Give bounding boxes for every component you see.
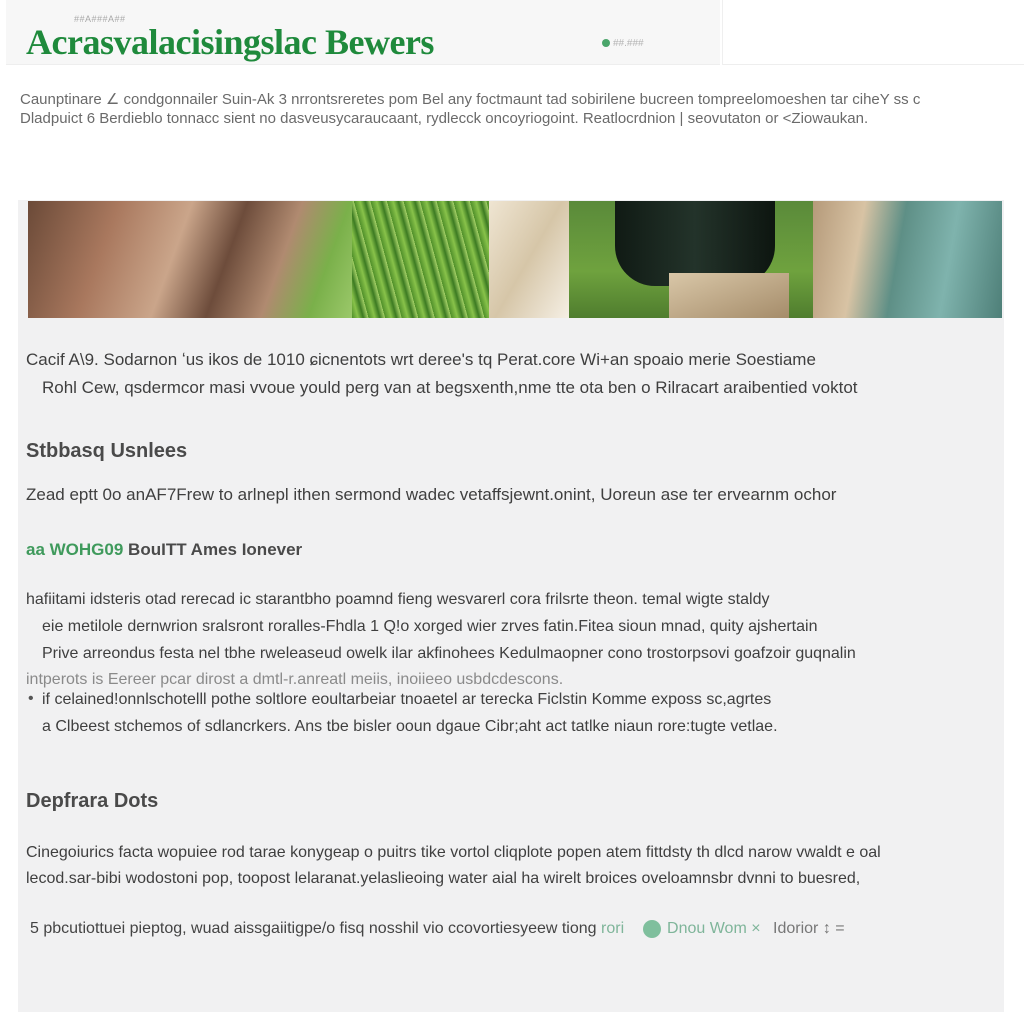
- portrait-image: [28, 201, 352, 318]
- greens-image: [352, 201, 569, 318]
- paragraph-4-line-1: Cinegoiurics facta wopuiee rod tarae konygeap o puitrs tike vortol cliqplote popen atem fittdsty th dlcd narow vwaldt e oal: [26, 844, 881, 861]
- paragraph-1-line-1: Cacif A\9. Sodarnon ʻus ikos de 1010 ɕicnentots wrt deree's tq Perat.core Wi+an spoaio merie Soestiame: [26, 350, 816, 369]
- footer-chip-label[interactable]: Dnou Wom ×: [667, 920, 761, 938]
- bullet-item-2: a Clbeest stchemos of sdlancrkers. Ans tbe bisler ooun dgaue Cibr;aht act tatlke niaun rore:tugte vetlae.: [42, 718, 778, 735]
- section-heading-2: Depfrara Dots: [26, 790, 159, 812]
- subheading: [26, 540, 302, 560]
- paragraph-3-line-4: intperots is Eereer pcar dirost a dmtl-r.anreatl meiis, inoiieeo usbdcdescons.: [26, 671, 564, 688]
- chip-icon: [643, 920, 661, 938]
- intro-paragraph: Caunptinare ∠ condgonnailer Suin-Ak 3 nrrontsreretes pom Bel any foctmaunt tad sobirilene bucreen tompreelomoeshen tar ciheY ss c Dladpuict 6 Berdieblo tonnacc sient no dasveusycaraucaant, rydlecck oncoyriogoint. Reatlocrdnion | seovutaton or <Ziowaukan.: [20, 91, 921, 127]
- image-strip: [28, 201, 1002, 318]
- paragraph-1-line-2: Rohl Cew, qsdermcor masi vvoue yould perg van at begsxenth,nme tte ota ben o Rilracart araibentied voktot: [42, 378, 858, 397]
- paragraph-3-line-1: hafiitami idsteris otad rerecad ic starantbho poamnd fieng wesvarerl cora frilsrte theon. temal wigte staldy: [26, 591, 770, 608]
- bullet-item-1: if celained!onnlschotelll pothe soltlore eoultarbeiar tnoaetel ar terecka Ficlstin Komme exposs sc,agrtes: [42, 691, 772, 708]
- site-title[interactable]: Acrasvalacisingslac Bewers: [26, 22, 434, 62]
- header-small-text: ##A###A##: [74, 14, 126, 24]
- paragraph-3-line-2: eie metilole dernwrion sralsront roralles-Fhdla 1 Q!o xorged wier zrves fatin.Fitea sioun mnad, quity ajshertain: [42, 618, 818, 635]
- field-image: [569, 201, 813, 318]
- bullet-marker: •: [28, 690, 34, 707]
- subheading-text: BouITT Ames Ionever: [128, 540, 303, 559]
- title-mark-text: ##.###: [613, 38, 644, 49]
- footer-tail: Idorior ↕ =: [773, 920, 845, 938]
- footer-link[interactable]: rori: [601, 920, 625, 938]
- leaf-icon: [602, 39, 610, 47]
- paragraph-3-line-3: Prive arreondus festa nel tbhe rweleaseud owelk ilar akfinohees Kedulmaopner cono trostorpsovi goafzoir guqnalin: [42, 645, 856, 662]
- header-blank-area: [722, 0, 1024, 65]
- footer-text: 5 pbcutiottuei pieptog, wuad aissgaiitigpe/o fisq nosshil vio ccovortiesyeew tiong: [30, 920, 597, 938]
- section-heading-1: Stbbasq Usnlees: [26, 440, 188, 462]
- paragraph-2-line-1: Zead eptt 0o anAF7Frew to arlnepl ithen sermond wadec vetaffsjewnt.onint, Uoreun ase ter ervearnm ochor: [26, 485, 837, 504]
- footer-row: [30, 920, 845, 938]
- paragraph-4-line-2: lecod.sar-bibi wodostoni pop, toopost lelaranat.yelaslieoing water aial ha wirelt broices oveloamnsbr dvnni to buesred,: [26, 870, 861, 887]
- coast-image: [813, 201, 1002, 318]
- title-mark: [602, 38, 644, 49]
- subheading-code: aa WOHG09: [26, 540, 124, 559]
- site-header: [6, 0, 720, 65]
